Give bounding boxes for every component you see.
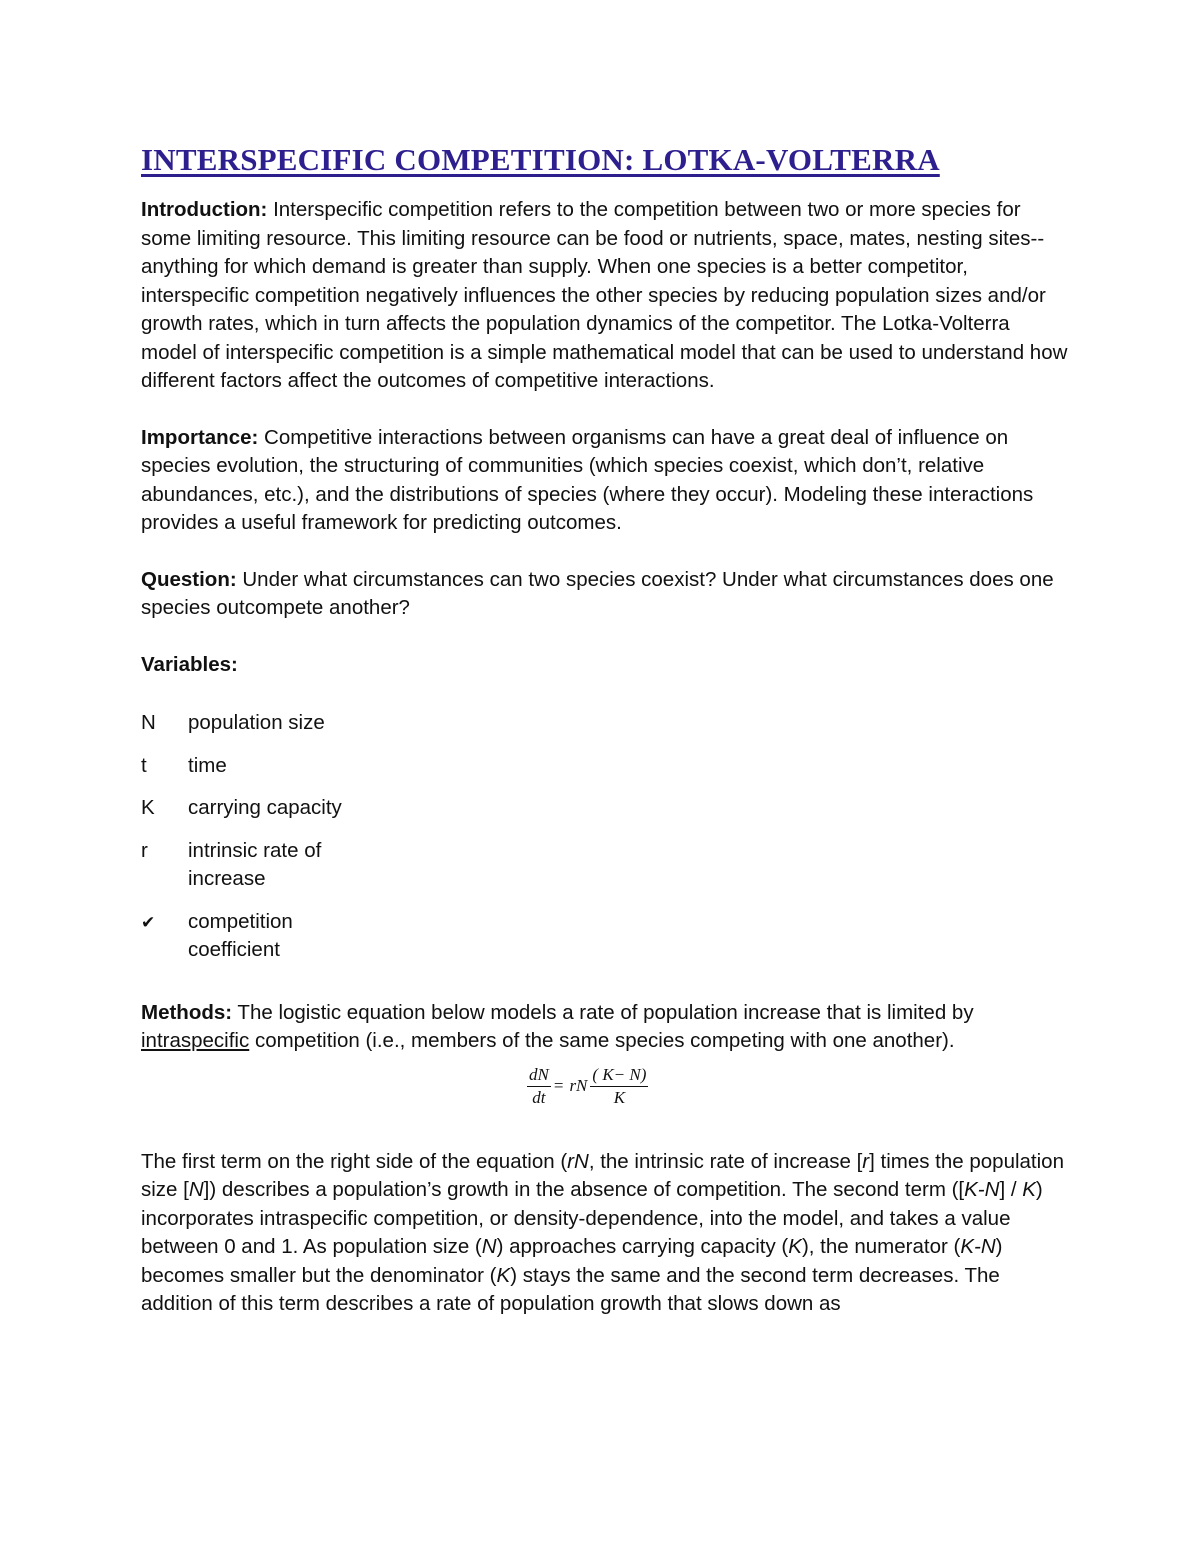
variable-row: [141, 709, 1071, 738]
variable-definition: intrinsic rate of increase: [188, 838, 322, 890]
variables-heading: Variables:: [141, 652, 238, 676]
variable-symbol: K: [141, 796, 155, 819]
intro-text: Interspecific competition refers to the competition between two or more species for some limiting resource. This limiting resource can be food or nutrients, space, mates, nesting sites-- anything for which demand is greater than supply. When one species is a better competitor, interspecific competition negatively influences the other species by reducing population sizes and/or growth rates, which in turn affects the population dynamics of the competitor. The Lotka-Volterra model of interspecific competition is a simple mathematical model that can be used to understand how different factors affect the outcomes of competitive interactions.: [141, 198, 1068, 392]
equation-lhs-denominator: dt: [532, 1087, 546, 1107]
methods-text-end: competition (i.e., members of the same species competing with one another).: [249, 1029, 955, 1052]
question-label: Question:: [141, 567, 237, 591]
variable-definition: competition coefficient: [188, 909, 293, 961]
variable-symbol: [141, 908, 188, 965]
equation-body: [527, 1064, 648, 1109]
variable-row: [141, 837, 1071, 894]
methods-label: Methods:: [141, 1000, 233, 1024]
equation-rhs-numerator: ( K− N): [590, 1064, 648, 1087]
variable-symbol: r: [141, 838, 148, 862]
equation-equals: =: [553, 1075, 564, 1095]
methods-paragraph: [141, 999, 1071, 1056]
importance-paragraph: [141, 424, 1071, 538]
question-paragraph: [141, 566, 1071, 623]
equation-explanation-paragraph: The first term on the right side of the equation (rN, the intrinsic rate of increase [r] times the population size [N]) describes a population’s growth in the absence of competition. The second term ([K-N] / K) incorporates intraspecific competition, or density-dependence, into the model, and takes a value between 0 and 1. As population size (N) approaches carrying capacity (K), the numerator (K-N) becomes smaller but the denominator (K) stays the same and the second term decreases. The addition of this term describes a rate of population growth that slows down as: [141, 1149, 1064, 1315]
document-body: [141, 140, 1071, 1347]
intro-label: Introduction:: [141, 198, 268, 221]
equation-rhs: [590, 1064, 648, 1109]
variable-symbol: t: [141, 753, 147, 777]
equation-term: rN: [569, 1075, 588, 1095]
checkmark-icon: ✔: [141, 912, 156, 932]
variable-definition: population size: [188, 711, 325, 734]
equation-rhs-denominator: K: [613, 1087, 626, 1107]
variable-definition: carrying capacity: [188, 796, 342, 819]
importance-text: Competitive interactions between organisms can have a great deal of influence on species evolution, the structuring of communities (which species coexist, which don’t, relative abundances, etc.), and the distributions of species (where they occur). Modeling these interactions provides a useful framework for predicting outcomes.: [141, 425, 1034, 534]
logistic-equation: [141, 1064, 1071, 1130]
page-title: INTERSPECIFIC COMPETITION: LOTKA-VOLTERRA: [141, 142, 940, 177]
variable-row: [141, 908, 1071, 965]
importance-label: Importance:: [141, 425, 259, 449]
equation-lhs: [527, 1064, 551, 1109]
equation-lhs-numerator: dN: [527, 1064, 551, 1087]
variable-definition: time: [188, 753, 227, 777]
variable-row: [141, 794, 1071, 823]
methods-text: The logistic equation below models a rate of population increase that is limited by: [232, 1000, 974, 1024]
methods-underlined-term: intraspecific: [141, 1029, 250, 1052]
variable-row: [141, 752, 1071, 781]
variable-symbol: N: [141, 711, 156, 734]
question-text: Under what circumstances can two species coexist? Under what circumstances does one species outcompete another?: [141, 567, 1054, 619]
intro-paragraph: [141, 196, 1071, 396]
